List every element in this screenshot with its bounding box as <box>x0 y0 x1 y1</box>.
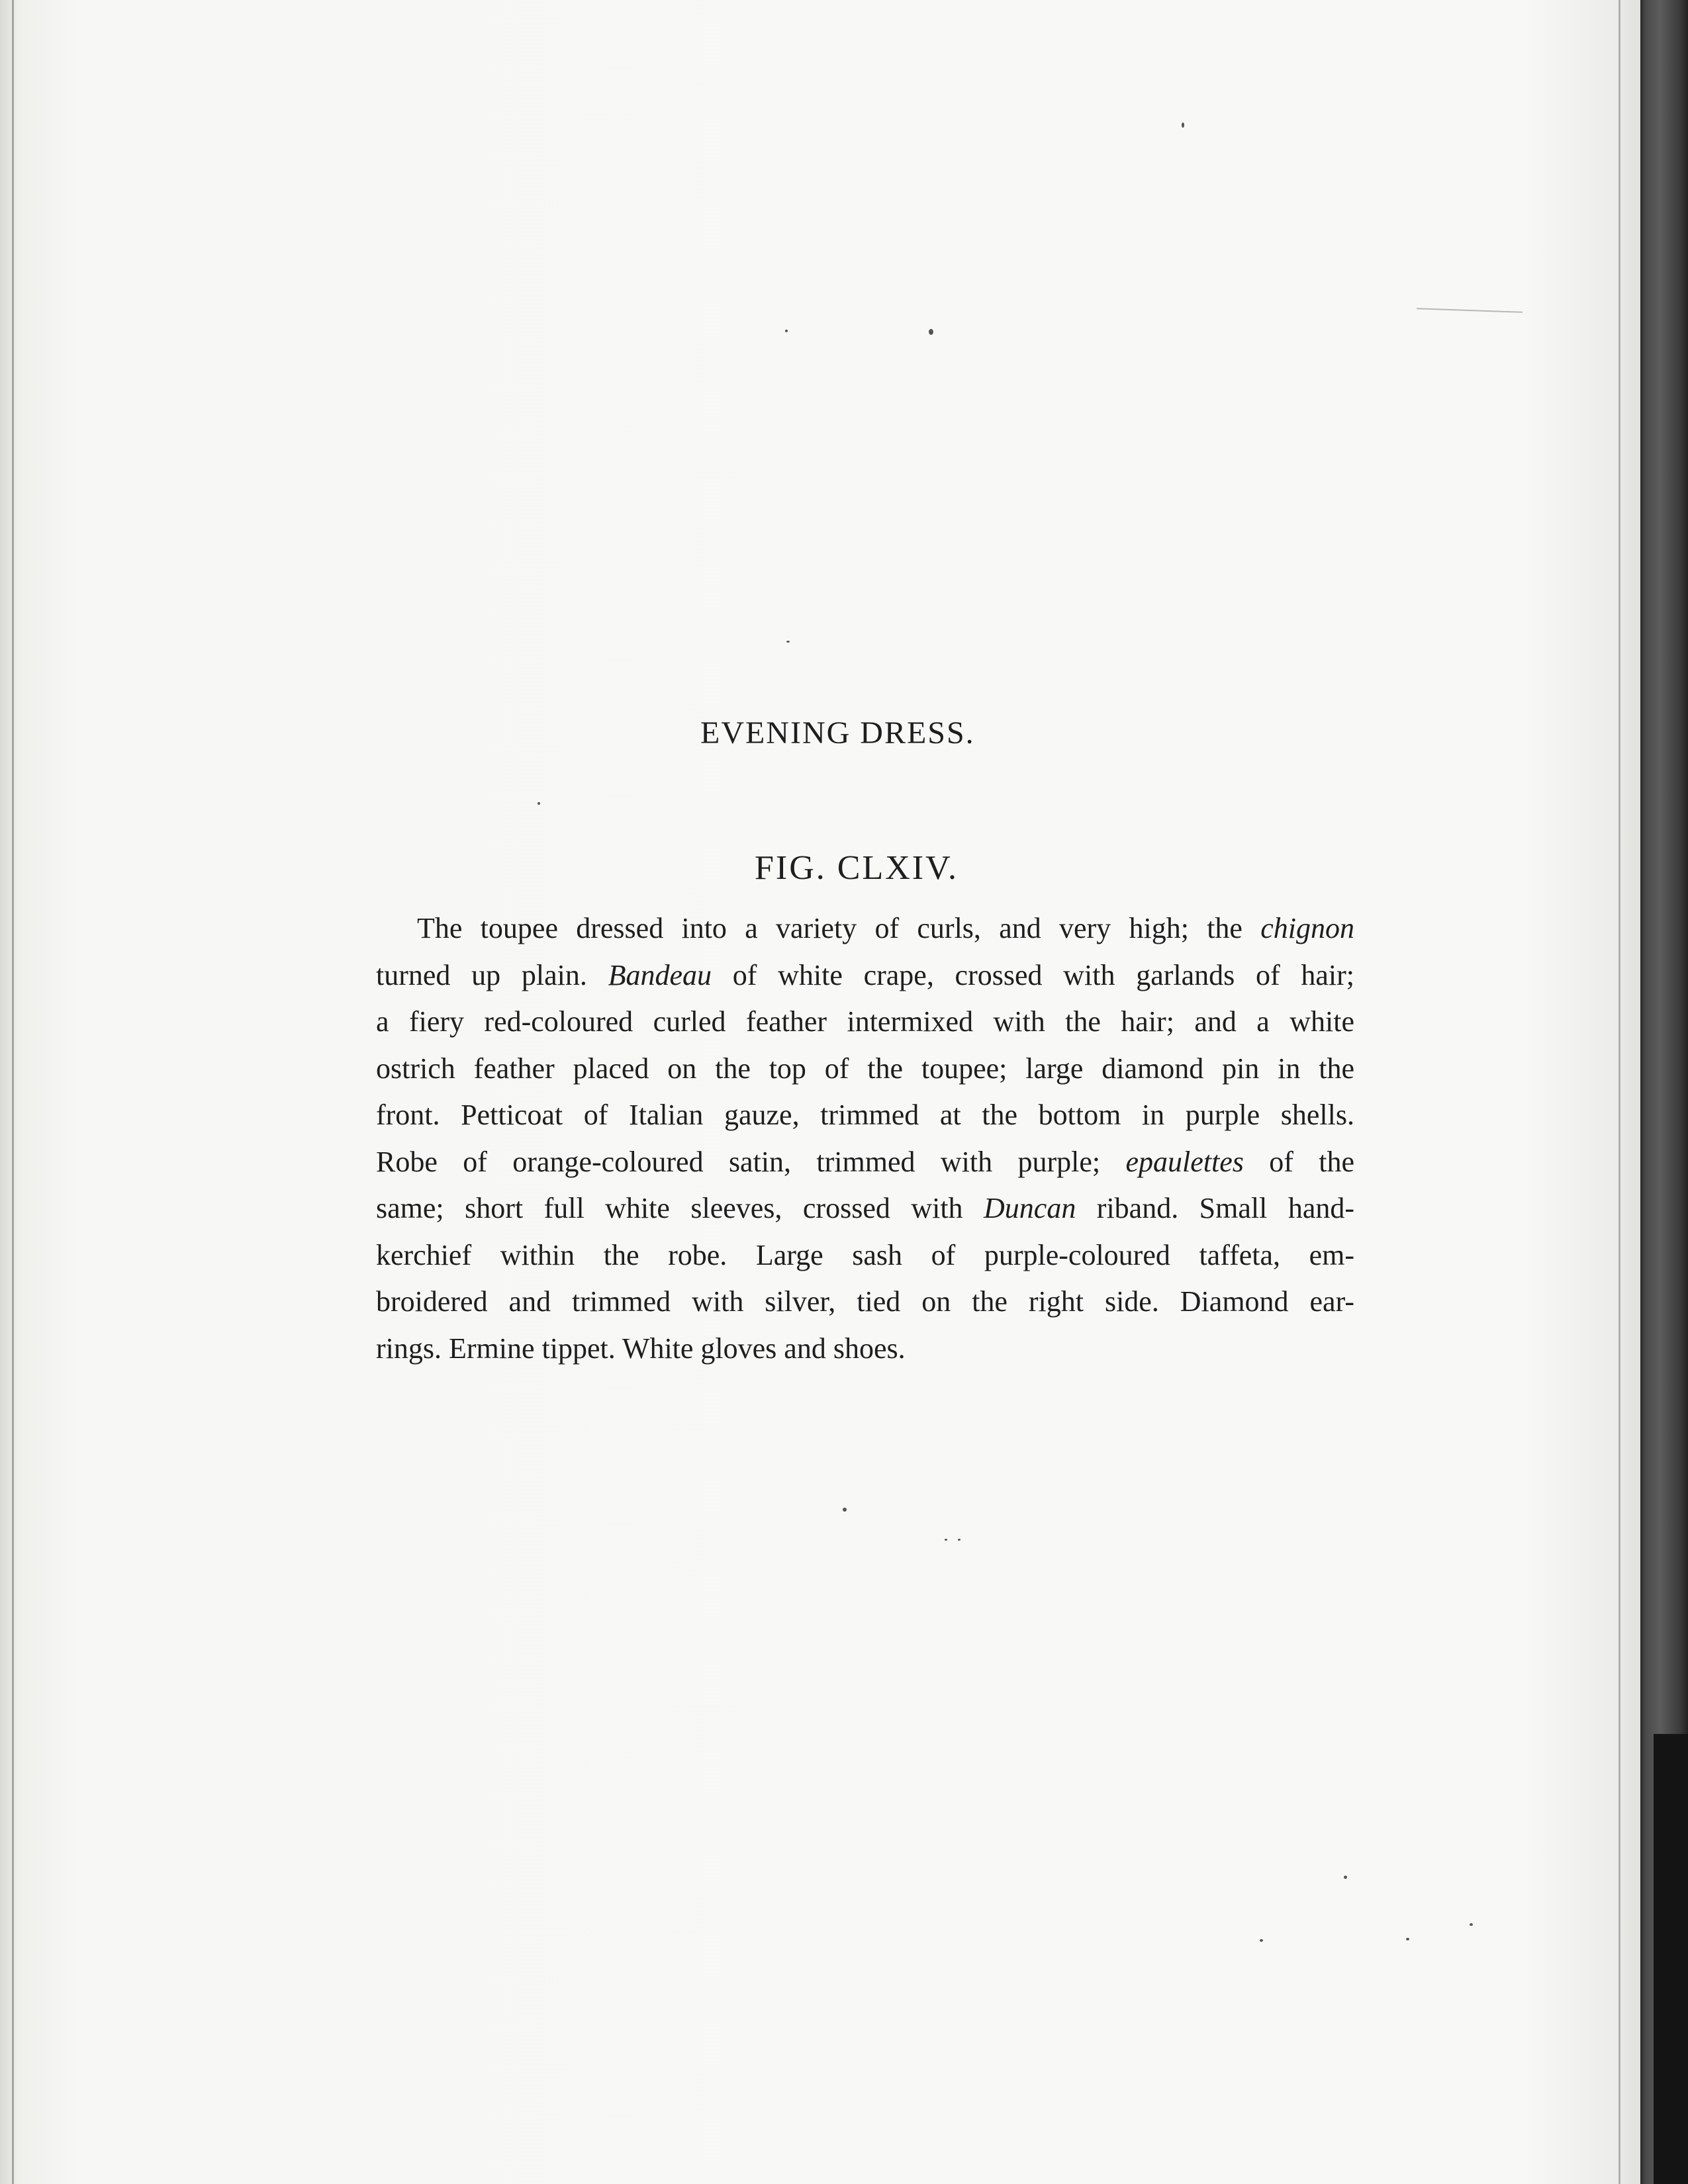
paragraph-line <box>376 1092 1354 1139</box>
paragraph-line <box>376 1139 1354 1186</box>
text-run: riband. Small hand- <box>1076 1192 1354 1224</box>
text-run: front. Petticoat of Italian gauze, trimmed at the bottom in purple shells. <box>376 1099 1354 1131</box>
italic-term: Bandeau <box>608 958 712 991</box>
text-run: a fiery red-coloured curled feather intermixed with the hair; and a white <box>376 1005 1354 1038</box>
scan-speck <box>945 1539 947 1541</box>
text-run: Robe of orange-coloured satin, trimmed with purple; <box>376 1145 1126 1178</box>
italic-term: Duncan <box>984 1192 1076 1224</box>
paragraph-line <box>376 905 1354 952</box>
paragraph-line <box>376 1326 1354 1373</box>
left-page-edge <box>12 0 14 2184</box>
right-margin-line <box>1618 0 1620 2184</box>
scan-speck <box>843 1508 847 1512</box>
paragraph-line <box>376 952 1354 999</box>
text-run: same; short full white sleeves, crossed with <box>376 1192 984 1224</box>
paragraph-line <box>376 1185 1354 1232</box>
text-run: of the <box>1243 1145 1355 1178</box>
figure-label: FIG. CLXIV. <box>755 849 959 887</box>
section-title: EVENING DRESS. <box>700 715 975 751</box>
scan-speck <box>1470 1923 1473 1926</box>
description-paragraph <box>376 905 1354 1372</box>
paragraph-line <box>376 1232 1354 1279</box>
scan-speck <box>958 1539 961 1541</box>
text-run: of white crape, crossed with garlands of hair; <box>711 958 1354 991</box>
text-run: broidered and trimmed with silver, tied on the right side. Diamond ear- <box>376 1285 1354 1318</box>
text-run: turned up plain. <box>376 958 608 991</box>
scan-speck <box>785 330 788 332</box>
scan-speck <box>538 802 540 805</box>
text-run: The toupee dressed into a variety of curls, and very high; the <box>417 912 1261 944</box>
binding-tab <box>1654 1734 1688 2184</box>
paragraph-line <box>376 1279 1354 1326</box>
scan-speck <box>1406 1938 1409 1940</box>
scan-speck <box>786 641 790 643</box>
scan-speck <box>1260 1939 1263 1942</box>
scan-speck <box>1182 122 1184 128</box>
text-run: rings. Ermine tippet. White gloves and shoes. <box>376 1332 906 1365</box>
paragraph-line <box>376 1046 1354 1093</box>
italic-term: epaulettes <box>1125 1145 1244 1178</box>
italic-term: chignon <box>1260 912 1354 944</box>
text-run: ostrich feather placed on the top of the toupee; large diamond pin in the <box>376 1052 1354 1085</box>
paragraph-line <box>376 999 1354 1046</box>
scan-speck <box>929 329 933 335</box>
scan-speck <box>1344 1876 1347 1879</box>
text-run: kerchief within the robe. Large sash of purple-coloured taffeta, em- <box>376 1238 1354 1271</box>
